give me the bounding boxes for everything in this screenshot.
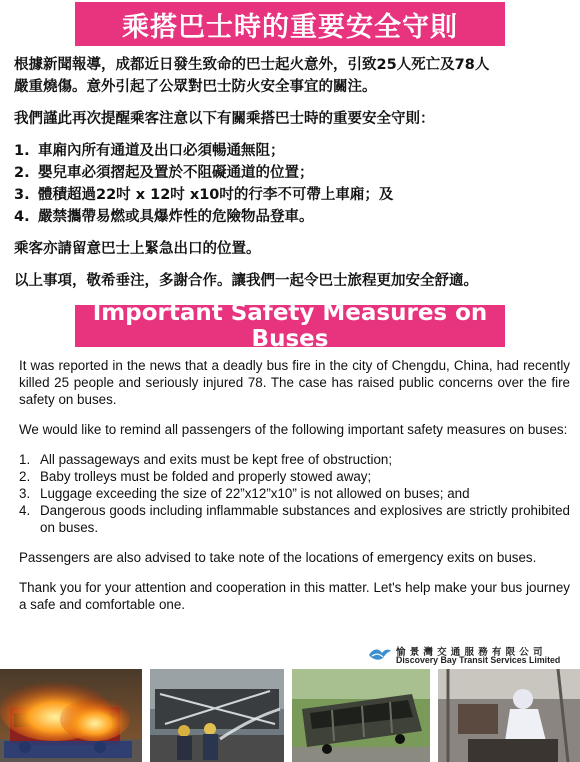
burnt-bus-wreck-photo bbox=[292, 669, 430, 762]
bus-interior-victim-photo bbox=[438, 669, 580, 762]
firefighters-photo bbox=[150, 669, 284, 762]
list-item: 2. 嬰兒車必須摺起及置於不阻礙通道的位置； bbox=[14, 165, 314, 181]
en-title-banner bbox=[75, 300, 505, 352]
zh-rules-list bbox=[14, 140, 568, 228]
list-item: 1. 車廂內所有通道及出口必須暢通無阻； bbox=[14, 143, 285, 159]
en-body bbox=[19, 357, 570, 626]
en-paragraph-3: Passengers are also advised to take note of the locations of emergency exits on buses. bbox=[19, 550, 537, 565]
zh-title: 乘搭巴士時的重要安全守則 bbox=[122, 11, 458, 43]
list-item: 4. Dangerous goods including inflammable substances and explosives are strictly prohibited on buses. bbox=[19, 503, 570, 535]
list-item: 3. 體積超過22吋 x 12吋 x10吋的行李不可帶上車廂；及 bbox=[14, 187, 394, 203]
company-name-en: Discovery Bay Transit Services Limited bbox=[396, 655, 561, 665]
zh-paragraph-4: 以上事項，敬希垂注，多謝合作。讓我們一起令巴士旅程更加安全舒適。 bbox=[14, 273, 478, 289]
en-rules-list bbox=[19, 451, 570, 536]
zh-paragraph-1-line-2: 嚴重燒傷。意外引起了公眾對巴士防火安全事宜的關注。 bbox=[14, 79, 377, 95]
bird-logo-icon bbox=[368, 646, 392, 664]
list-item: 1. All passageways and exits must be kept free of obstruction; bbox=[19, 452, 393, 467]
zh-paragraph-3: 乘客亦請留意巴士上緊急出口的位置。 bbox=[14, 241, 261, 257]
burning-bus-photo bbox=[0, 669, 142, 762]
zh-body bbox=[14, 54, 568, 292]
list-item: 4. 嚴禁攜帶易燃或具爆炸性的危險物品登車。 bbox=[14, 209, 314, 225]
zh-title-banner bbox=[75, 2, 505, 46]
en-paragraph-4: Thank you for your attention and cooperation in this matter. Let's help make your bus journey a safe and comfortable one. bbox=[19, 580, 570, 612]
zh-paragraph-1-line-1: 根據新聞報導，成都近日發生致命的巴士起火意外，引致25人死亡及78人 bbox=[14, 57, 490, 73]
en-title: Important Safety Measures on Buses bbox=[92, 300, 488, 352]
news-caption bbox=[4, 741, 132, 758]
en-paragraph-2: We would like to remind all passengers of the following important safety measures on buses: bbox=[19, 422, 568, 437]
en-paragraph-1: It was reported in the news that a deadly bus fire in the city of Chengdu, China, had recently killed 25 people and seriously injured 78. The case has raised public concerns over the fire safety on buses. bbox=[19, 358, 570, 407]
company-signature bbox=[368, 644, 574, 666]
list-item: 3. Luggage exceeding the size of 22”x12”x10” is not allowed on buses; and bbox=[19, 486, 470, 501]
zh-paragraph-2: 我們謹此再次提醒乘客注意以下有關乘搭巴士時的重要安全守則： bbox=[14, 111, 435, 127]
list-item: 2. Baby trolleys must be folded and properly stowed away; bbox=[19, 469, 372, 484]
company-name-zh: 愉景灣交通服務有限公司 bbox=[396, 647, 547, 658]
